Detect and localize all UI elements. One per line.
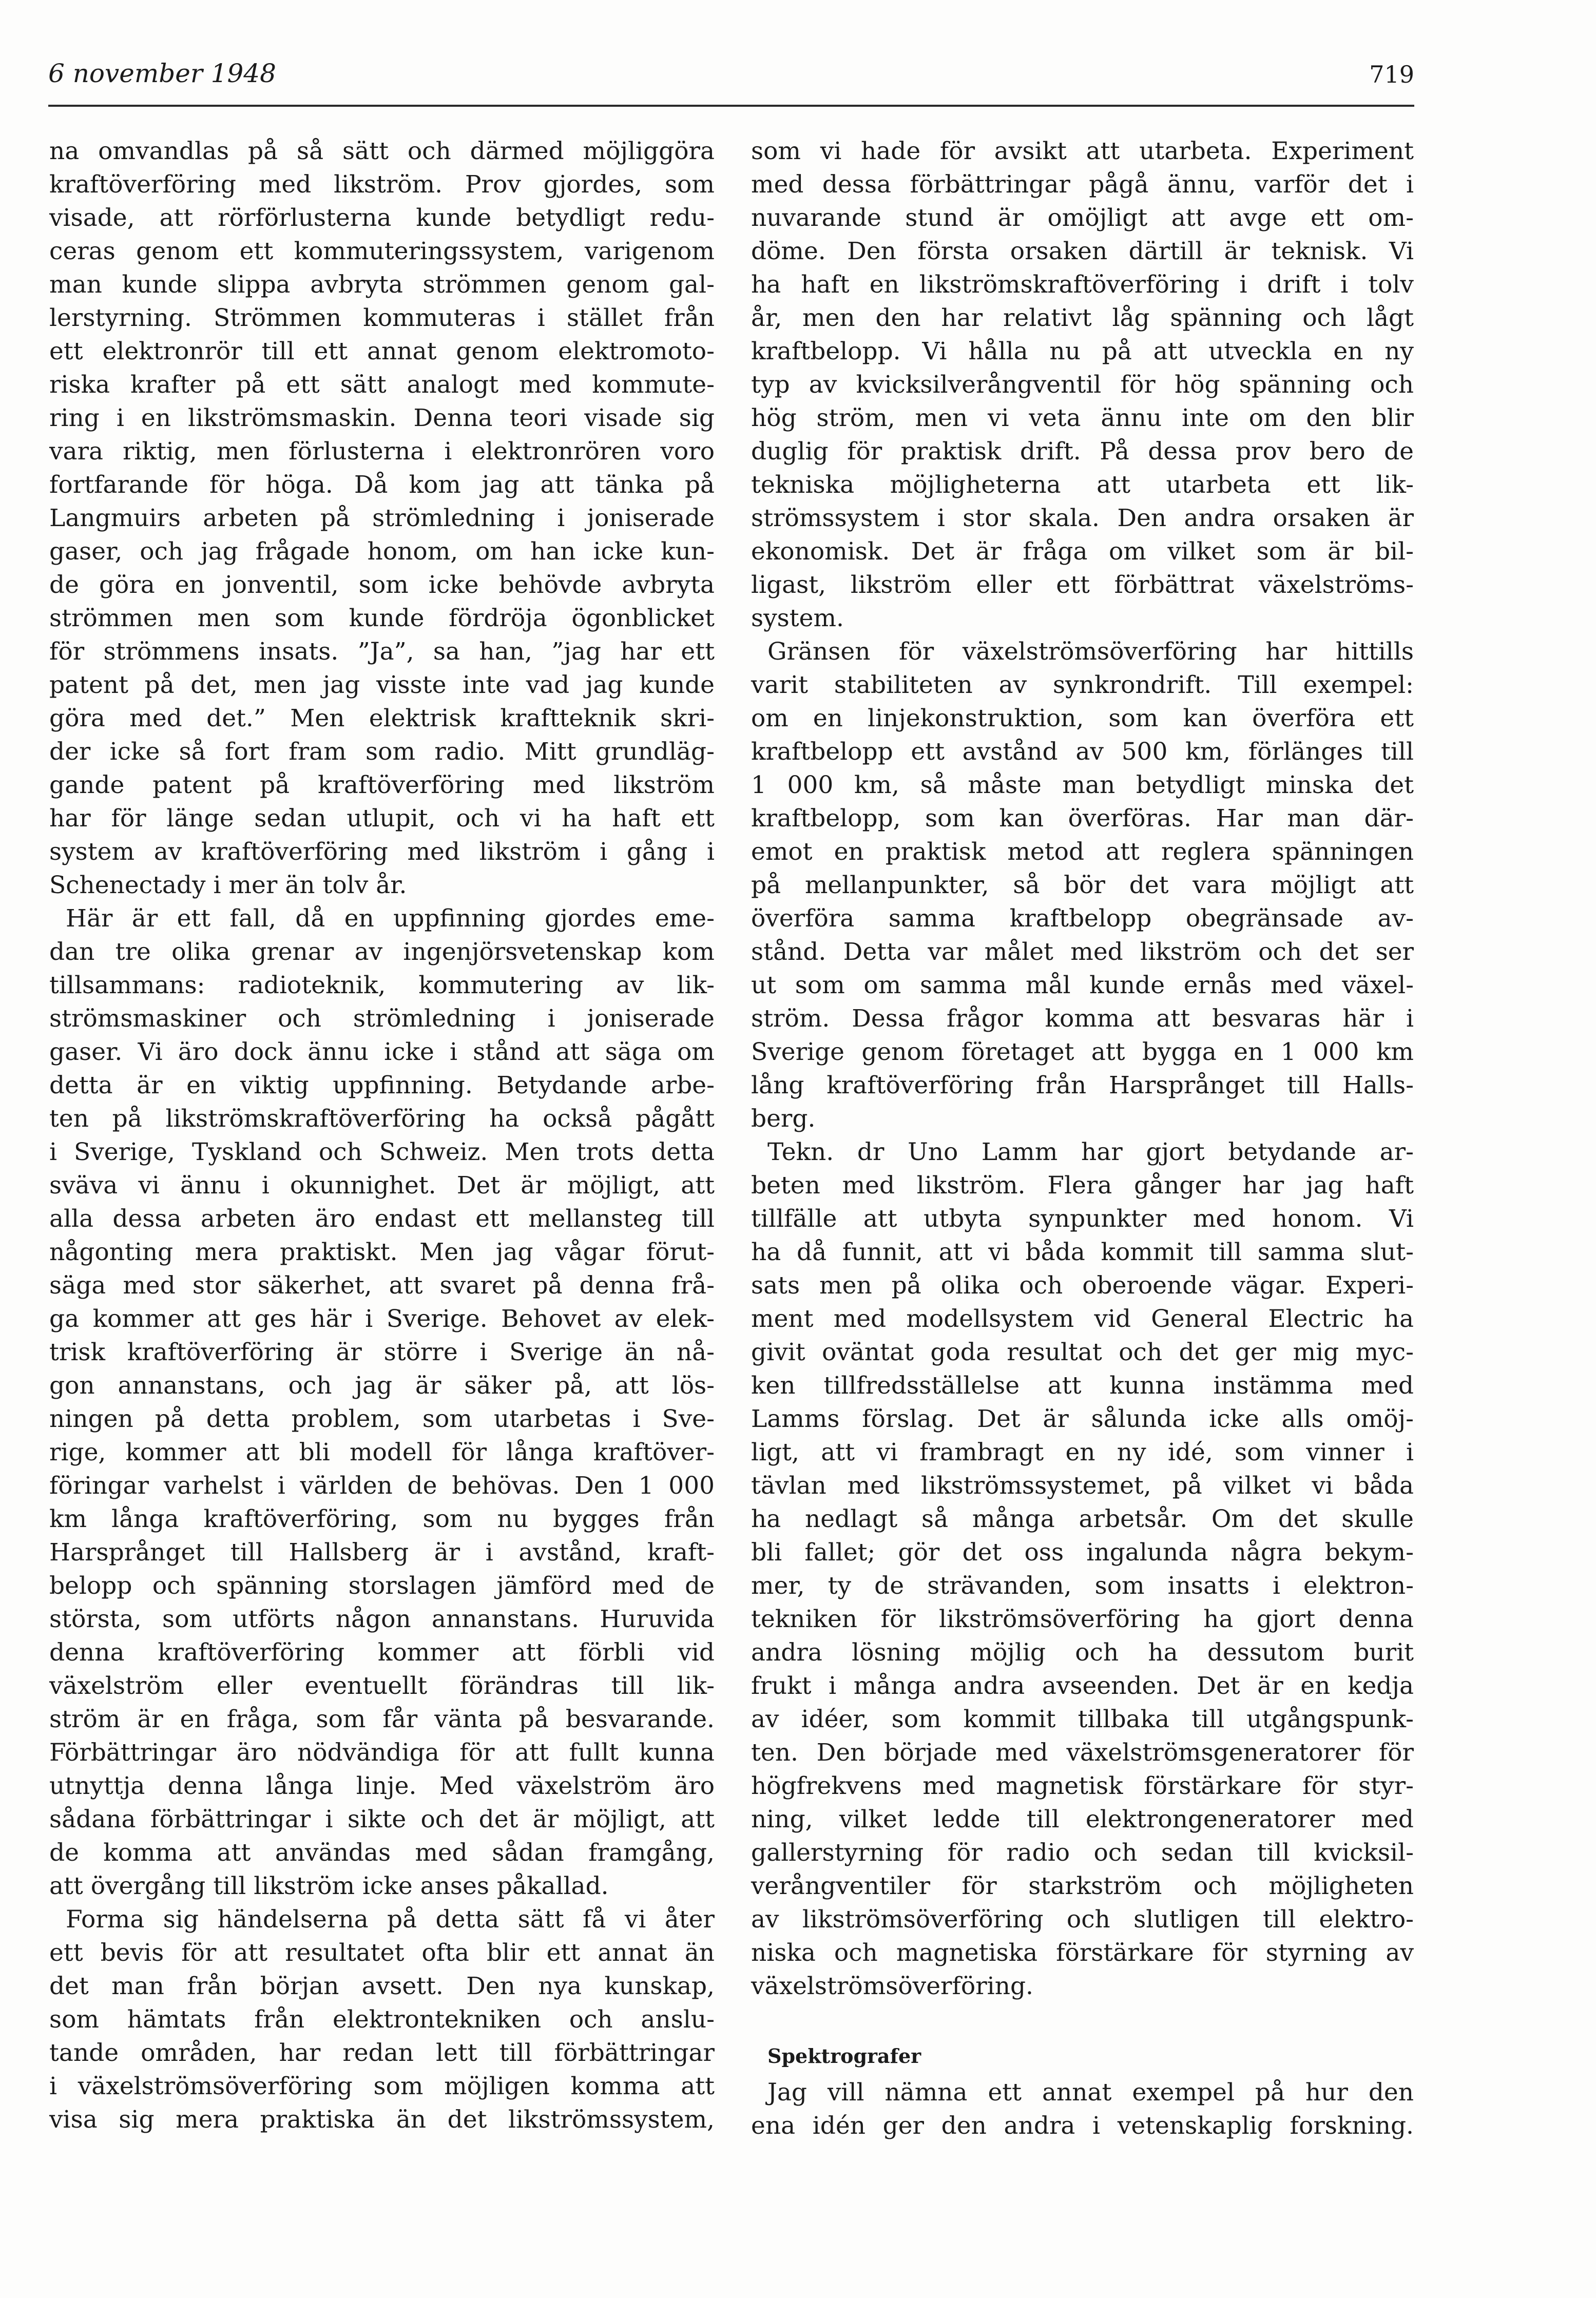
text-line: tävlan med likströmssystemet, på vilket vi båda [751, 1472, 1414, 1500]
text-line: ekonomisk. Det är fråga om vilket som är bil- [751, 537, 1414, 566]
text-line: nuvarande stund är omöjligt att avge ett om- [751, 204, 1414, 232]
page-number: 719 [1369, 61, 1414, 88]
text-line: ligt, att vi frambragt en ny idé, som vinner i [751, 1438, 1414, 1466]
text-line: frukt i många andra avseenden. Det är en kedja [751, 1672, 1414, 1700]
text-line: ning, vilket ledde till elektrongeneratorer med [751, 1805, 1414, 1833]
text-line: största, som utförts någon annanstans. Huruvida [49, 1605, 715, 1633]
text-line: med dessa förbättringar pågå ännu, varför det i [751, 170, 1414, 199]
text-line: stånd. Detta var målet med likström och det ser [751, 938, 1414, 966]
text-line: gande patent på kraftöverföring med likström [49, 771, 715, 799]
text-line: på mellanpunkter, så bör det vara möjligt att [751, 871, 1414, 899]
text-line: döme. Den första orsaken därtill är teknisk. Vi [751, 237, 1414, 265]
text-line: lång kraftöverföring från Harsprånget till Halls- [751, 1071, 1414, 1099]
text-line: ten på likströmskraftöverföring ha också pågått [49, 1105, 715, 1133]
text-line: varit stabiliteten av synkrondrift. Till exempel: [751, 671, 1414, 699]
text-line: Forma sig händelserna på detta sätt få vi åter [66, 1905, 715, 1934]
text-line: ment med modellsystem vid General Electric ha [751, 1305, 1414, 1333]
text-line: växelström eller eventuellt förändras till lik- [49, 1672, 715, 1700]
text-line: givit oväntat goda resultat och det ger mig myc- [751, 1338, 1414, 1366]
text-line: visade, att rörförlusterna kunde betydligt redu- [49, 204, 715, 232]
text-line: sådana förbättringar i sikte och det är möjligt, att [49, 1805, 715, 1833]
text-line: na omvandlas på så sätt och därmed möjliggöra [49, 137, 715, 165]
text-line: duglig för praktisk drift. På dessa prov bero de [751, 437, 1414, 466]
text-line: km långa kraftöverföring, som nu bygges från [49, 1505, 715, 1533]
text-line: ligast, likström eller ett förbättrat växelströms- [751, 571, 1414, 599]
text-line: för strömmens insats. ”Ja”, sa han, ”jag har ett [49, 638, 715, 666]
text-line: mer, ty de strävanden, som insatts i elektron- [751, 1572, 1414, 1600]
text-line: Harsprånget till Hallsberg är i avstånd, kraft- [49, 1538, 715, 1567]
text-line: ring i en likströmsmaskin. Denna teori visade sig [49, 404, 715, 432]
text-line: kraftbelopp. Vi hålla nu på att utveckla en ny [751, 337, 1414, 365]
text-line: tekniken för likströmsöverföring ha gjort denna [751, 1605, 1414, 1633]
text-line: detta är en viktig uppfinning. Betydande arbe- [49, 1071, 715, 1099]
paragraph [751, 635, 1414, 1135]
text-line: ett bevis för att resultatet ofta blir ett annat än [49, 1939, 715, 1967]
text-line: visa sig mera praktiska än det likströmssystem, [49, 2106, 715, 2134]
right-column [751, 134, 1414, 2142]
text-line: lerstyrning. Strömmen kommuteras i stället från [49, 304, 715, 332]
text-line: fortfarande för höga. Då kom jag att tänka på [49, 471, 715, 499]
paragraph [49, 134, 715, 902]
text-line: der icke så fort fram som radio. Mitt grundläg- [49, 738, 715, 766]
text-line: ceras genom ett kommuteringssystem, varigenom [49, 237, 715, 265]
text-line: system av kraftöverföring med likström i gång i [49, 838, 715, 866]
text-line: högfrekvens med magnetisk förstärkare för styr- [751, 1772, 1414, 1800]
text-line: strömsmaskiner och strömledning i joniserade [49, 1005, 715, 1033]
text-line: tekniska möjligheterna att utarbeta ett lik- [751, 471, 1414, 499]
text-line: föringar varhelst i världen de behövas. Den 1 000 [49, 1472, 715, 1500]
text-line: ström. Dessa frågor komma att besvaras här i [751, 1005, 1414, 1033]
text-line: beten med likström. Flera gånger har jag haft [751, 1171, 1414, 1200]
text-line: system. [751, 604, 844, 632]
text-line: strömssystem i stor skala. Den andra orsaken är [751, 504, 1414, 532]
text-line: ett elektronrör till ett annat genom elektromoto- [49, 337, 715, 365]
text-line: att övergång till likström icke anses påkallad. [49, 1872, 609, 1900]
text-line: denna kraftöverföring kommer att förbli vid [49, 1638, 715, 1667]
text-line: kraftbelopp, som kan överföras. Har man där- [751, 804, 1414, 833]
text-line: kraftbelopp ett avstånd av 500 km, förlänges till [751, 738, 1414, 766]
text-line: ena idén ger den andra i vetenskaplig forskning. [751, 2112, 1414, 2140]
left-column [49, 134, 715, 2136]
paragraph [751, 134, 1414, 635]
text-line: andra lösning möjlig och ha dessutom burit [751, 1638, 1414, 1667]
text-line: Schenectady i mer än tolv år. [49, 871, 407, 899]
text-line: gaser. Vi äro dock ännu icke i stånd att säga om [49, 1038, 715, 1066]
text-line: bli fallet; gör det oss ingalunda några bekym- [751, 1538, 1414, 1567]
text-line: alla dessa arbeten äro endast ett mellansteg till [49, 1205, 715, 1233]
text-line: ningen på detta problem, som utarbetas i Sve- [49, 1405, 715, 1433]
text-line: typ av kvicksilverångventil för hög spänning och [751, 371, 1414, 399]
text-line: Sverige genom företaget att bygga en 1 000 km [751, 1038, 1414, 1066]
text-line: ga kommer att ges här i Sverige. Behovet av elek- [49, 1305, 715, 1333]
text-line: tande områden, har redan lett till förbättringar [49, 2039, 715, 2067]
text-line: utnyttja denna långa linje. Med växelström äro [49, 1772, 715, 1800]
text-line: Tekn. dr Uno Lamm har gjort betydande ar- [767, 1138, 1414, 1166]
text-line: trisk kraftöverföring är större i Sverige än nå- [49, 1338, 715, 1366]
text-line: belopp och spänning storslagen jämförd med de [49, 1572, 715, 1600]
text-line: vara riktig, men förlusterna i elektronrören voro [49, 437, 715, 466]
paragraph [49, 902, 715, 1903]
text-line: de göra en jonventil, som icke behövde avbryta [49, 571, 715, 599]
text-line: dan tre olika grenar av ingenjörsvetenskap kom [49, 938, 715, 966]
text-line: Langmuirs arbeten på strömledning i joniserade [49, 504, 715, 532]
paragraph [751, 2076, 1414, 2142]
text-line: hög ström, men vi veta ännu inte om den blir [751, 404, 1414, 432]
header-rule [48, 105, 1414, 107]
text-line: man kunde slippa avbryta strömmen genom gal- [49, 271, 715, 299]
text-line: rige, kommer att bli modell för långa kraftöver- [49, 1438, 715, 1466]
text-line: ut som om samma mål kunde ernås med växel- [751, 971, 1414, 999]
text-line: 1 000 km, så måste man betydligt minska det [751, 771, 1414, 799]
issue-date: 6 november 1948 [48, 59, 276, 88]
text-line: som hämtats från elektrontekniken och anslu- [49, 2005, 715, 2034]
text-line: som vi hade för avsikt att utarbeta. Experiment [751, 137, 1414, 165]
section-body [751, 2076, 1414, 2142]
text-line: i växelströmsöverföring som möjligen komma att [49, 2072, 715, 2100]
text-line: gallerstyrning för radio och sedan till kvicksil- [751, 1839, 1414, 1867]
text-line: Jag vill nämna ett annat exempel på hur den [767, 2078, 1414, 2107]
text-line: strömmen men som kunde fördröja ögonblicket [49, 604, 715, 632]
text-line: sväva vi ännu i okunnighet. Det är möjligt, att [49, 1171, 715, 1200]
paragraph [49, 1903, 715, 2136]
text-line: ha haft en likströmskraftöverföring i drift i tolv [751, 271, 1414, 299]
text-line: niska och magnetiska förstärkare för styrning av [751, 1939, 1414, 1967]
text-line: om en linjekonstruktion, som kan överföra ett [751, 704, 1414, 732]
text-line: säga med stor säkerhet, att svaret på denna frå- [49, 1271, 715, 1300]
text-line: växelströmsöverföring. [751, 1972, 1034, 2000]
text-line: kraftöverföring med likström. Prov gjordes, som [49, 170, 715, 199]
paragraph [751, 1135, 1414, 2003]
text-line: av likströmsöverföring och slutligen till elektro- [751, 1905, 1414, 1934]
text-line: ha nedlagt så många arbetsår. Om det skulle [751, 1505, 1414, 1533]
text-line: ha då funnit, att vi båda kommit till samma slut- [751, 1238, 1414, 1266]
text-line: ken tillfredsställelse att kunna instämma med [751, 1372, 1414, 1400]
text-line: överföra samma kraftbelopp obegränsade av- [751, 904, 1414, 933]
text-line: ten. Den började med växelströmsgeneratorer för [751, 1739, 1414, 1767]
text-line: Här är ett fall, då en uppfinning gjordes eme- [66, 904, 715, 933]
text-line: emot en praktisk metod att reglera spänningen [751, 838, 1414, 866]
section-heading: Spektrografer [767, 2044, 921, 2068]
text-line: verångventiler för starkström och möjligheten [751, 1872, 1414, 1900]
text-line: sats men på olika och oberoende vägar. Experi- [751, 1271, 1414, 1300]
text-line: tillsammans: radioteknik, kommutering av lik- [49, 971, 715, 999]
text-line: gaser, och jag frågade honom, om han icke kun- [49, 537, 715, 566]
text-line: patent på det, men jag visste inte vad jag kunde [49, 671, 715, 699]
text-line: tillfälle att utbyta synpunkter med honom. Vi [751, 1205, 1414, 1233]
text-line: berg. [751, 1105, 816, 1133]
text-line: år, men den har relativt låg spänning och lågt [751, 304, 1414, 332]
text-line: riska krafter på ett sätt analogt med kommute- [49, 371, 715, 399]
text-line: Förbättringar äro nödvändiga för att fullt kunna [49, 1739, 715, 1767]
right-column-body [751, 134, 1414, 2003]
text-line: av idéer, som kommit tillbaka till utgångspunk- [751, 1705, 1414, 1733]
text-line: ström är en fråga, som får vänta på besvarande. [49, 1705, 715, 1733]
text-line: det man från början avsett. Den nya kunskap, [49, 1972, 715, 2000]
text-line: i Sverige, Tyskland och Schweiz. Men trots detta [49, 1138, 715, 1166]
text-line: göra med det.” Men elektrisk kraftteknik skri- [49, 704, 715, 732]
text-line: Lamms förslag. Det är sålunda icke alls omöj- [751, 1405, 1414, 1433]
text-line: någonting mera praktiskt. Men jag vågar förut- [49, 1238, 715, 1266]
text-line: de komma att användas med sådan framgång, [49, 1839, 715, 1867]
text-line: gon annanstans, och jag är säker på, att lös- [49, 1372, 715, 1400]
text-line: Gränsen för växelströmsöverföring har hittills [767, 638, 1414, 666]
text-line: har för länge sedan utlupit, och vi ha haft ett [49, 804, 715, 833]
